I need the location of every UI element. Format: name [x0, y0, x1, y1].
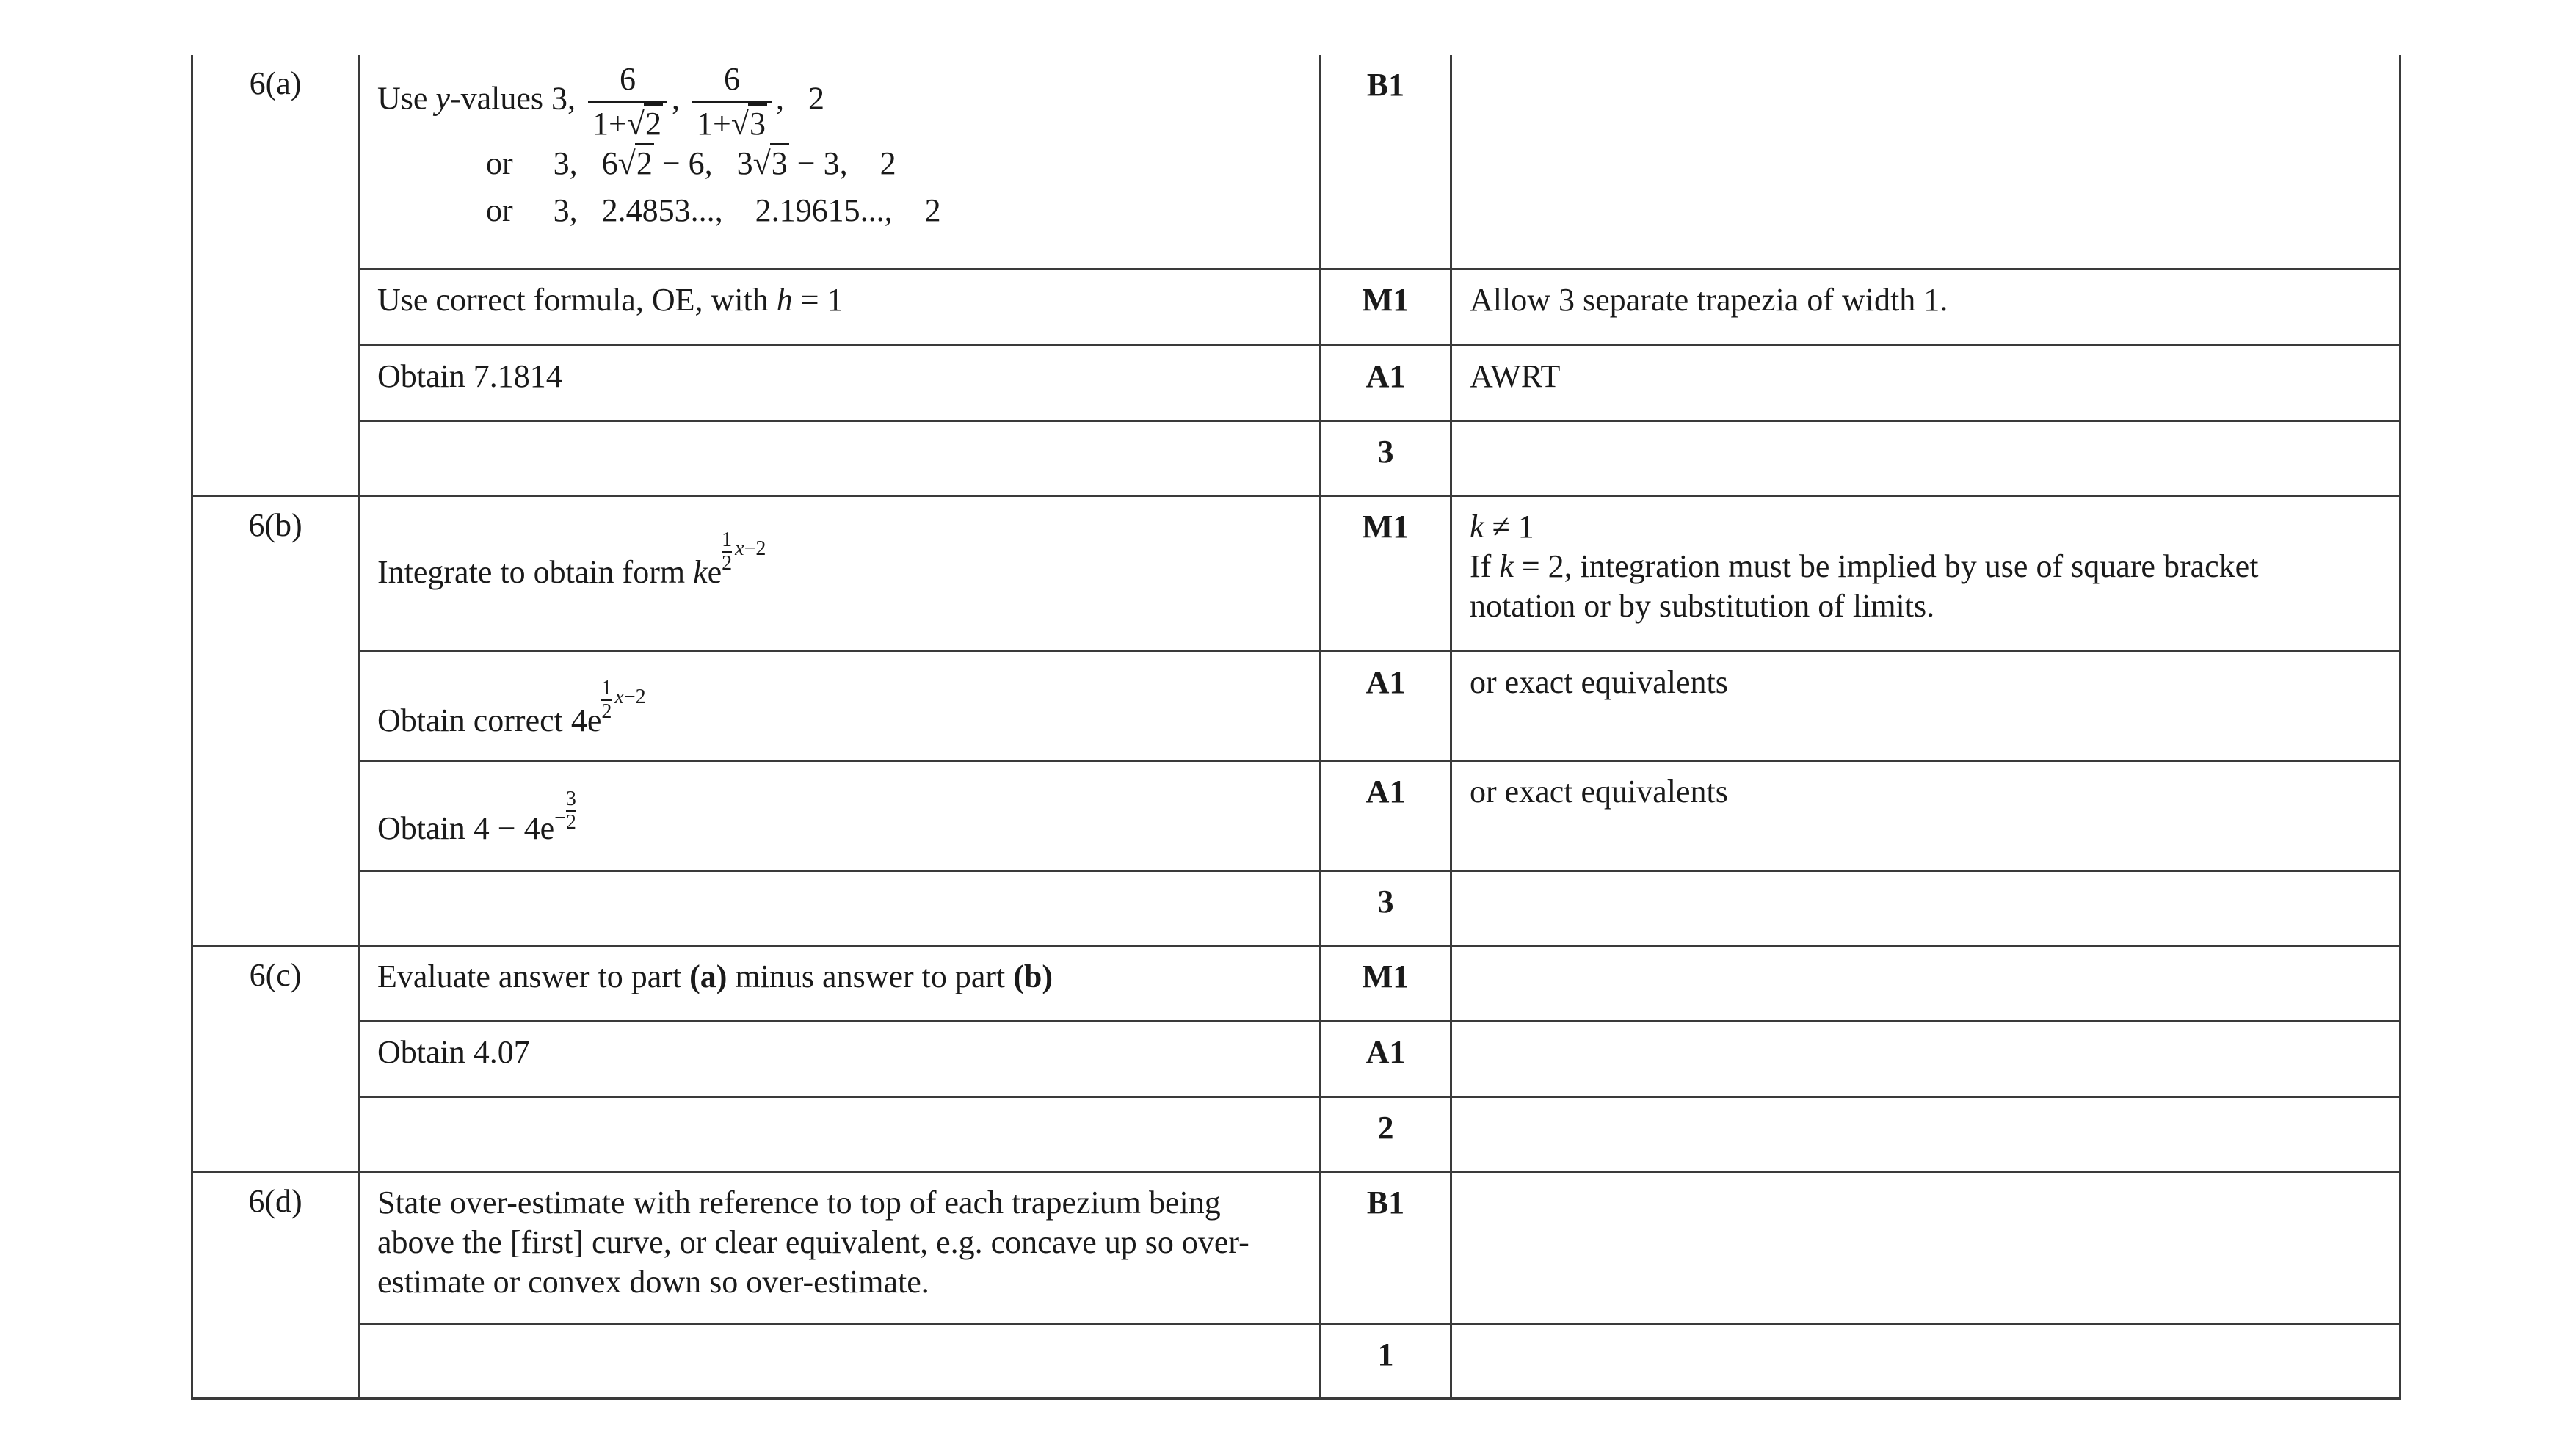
- mark-cell: A1: [1321, 1021, 1451, 1097]
- answer-text: Evaluate answer to part: [377, 958, 690, 994]
- answer-cell: [359, 421, 1321, 495]
- answer-cell: Obtain 4.07: [359, 1021, 1321, 1097]
- answer-text: -values 3,: [449, 80, 576, 117]
- guidance-cell: [1451, 1171, 2401, 1323]
- answer-cell: [359, 1097, 1321, 1171]
- total-mark-cell: 3: [1321, 870, 1451, 945]
- guidance-cell: [1451, 870, 2401, 945]
- answer-cell: [359, 1171, 1321, 1323]
- guidance-cell: or exact equivalents: [1451, 760, 2401, 870]
- table-row: [192, 55, 2401, 269]
- variable-k: k: [1470, 508, 1484, 545]
- value-3: 3,: [553, 145, 578, 181]
- fraction-numerator: 6: [724, 61, 740, 97]
- answer-cell: [359, 760, 1321, 870]
- exponent-fraction: [601, 677, 612, 723]
- mark-cell: M1: [1321, 945, 1451, 1021]
- guidance-cell: [1451, 945, 2401, 1021]
- fraction-2: [692, 59, 772, 144]
- question-number-6b: 6(b): [192, 495, 359, 945]
- table-row: [192, 1097, 2401, 1171]
- mark-cell: M1: [1321, 269, 1451, 345]
- table-row: [192, 1171, 2401, 1323]
- table-row: [192, 345, 2401, 421]
- guidance-cell: [1451, 55, 2401, 269]
- surd-expression: − 6,: [653, 145, 713, 181]
- value-2: 2: [879, 145, 896, 181]
- guidance-text: = 2: [1513, 548, 1564, 584]
- guidance-text: ≠ 1: [1484, 508, 1534, 545]
- alternative-line-1: or 3, 6√2 − 6, 3√3 − 3, 2: [377, 144, 1302, 183]
- radicand: 3: [770, 143, 789, 181]
- guidance-cell: Allow 3 separate trapezia of width 1.: [1451, 269, 2401, 345]
- variable-h: h: [776, 281, 793, 318]
- answer-cell: [359, 269, 1321, 345]
- table-row: [192, 269, 2401, 345]
- mark-scheme-table: [191, 55, 2401, 1400]
- euler-e: e: [707, 553, 722, 590]
- exponent-text: −2: [623, 685, 646, 708]
- value-3: 3,: [553, 192, 578, 228]
- guidance-cell: [1451, 1097, 2401, 1171]
- exponent-denominator: 2: [565, 810, 576, 834]
- answer-cell: [359, 1323, 1321, 1398]
- decimal-value: 2.19615...,: [755, 192, 893, 228]
- guidance-cell: [1451, 495, 2401, 651]
- answer-text: Integrate to obtain form: [377, 553, 694, 590]
- coefficient: 6: [601, 145, 618, 181]
- or-label: or: [486, 192, 513, 228]
- exponent-fraction: [722, 529, 732, 575]
- answer-text: Use correct formula, OE, with: [377, 281, 777, 318]
- radicand: 3: [748, 103, 767, 142]
- y-values-line: Use y-values 3, $\frac{6}{1+√2}$ , $\frac{6}{1+√3}$ , 2: [377, 59, 1302, 144]
- answer-line-3: estimate or convex down so over-estimate.: [377, 1263, 929, 1300]
- table-row: [192, 1021, 2401, 1097]
- fraction-denominator: 1+√3: [692, 101, 772, 144]
- guidance-line-2: [1470, 547, 2381, 586]
- answer-cell: Obtain 7.1814: [359, 345, 1321, 421]
- table-row: [192, 945, 2401, 1021]
- exponent-fraction: [566, 788, 576, 834]
- exponent-numerator: 3: [565, 787, 576, 810]
- answer-text: minus answer to part: [727, 958, 1014, 994]
- total-mark-cell: 3: [1321, 421, 1451, 495]
- alternative-line-2: [377, 191, 1302, 230]
- answer-line: [377, 788, 1302, 848]
- answer-line: [377, 677, 1302, 741]
- answer-text: Use: [377, 80, 436, 117]
- coefficient: 3: [736, 145, 753, 181]
- exponent-denominator: 2: [722, 551, 733, 575]
- mark-cell: M1: [1321, 495, 1451, 651]
- guidance-line-3: notation or by substitution of limits.: [1470, 587, 1935, 624]
- guidance-cell: [1451, 1021, 2401, 1097]
- guidance-text: , integration must be implied by use of square bracket: [1564, 548, 2259, 584]
- guidance-cell: [1451, 421, 2401, 495]
- fraction-denominator: 1+√2: [588, 101, 667, 144]
- radicand: 2: [635, 143, 654, 181]
- total-mark-cell: 2: [1321, 1097, 1451, 1171]
- guidance-cell: AWRT: [1451, 345, 2401, 421]
- exponent-denominator: 2: [601, 699, 612, 723]
- variable-k: k: [1499, 548, 1514, 584]
- variable-k: k: [693, 553, 708, 590]
- guidance-line-1: [1470, 507, 2381, 547]
- answer-line-1: State over-estimate with reference to top of each trapezium being: [377, 1184, 1221, 1221]
- answer-text: Obtain correct 4e: [377, 702, 602, 738]
- mark-cell: A1: [1321, 345, 1451, 421]
- table-row: [192, 495, 2401, 651]
- fraction-1: [588, 59, 667, 144]
- or-label: or: [486, 145, 513, 181]
- variable-y: y: [435, 80, 450, 117]
- table-row: [192, 760, 2401, 870]
- answer-text: = 1: [792, 281, 843, 318]
- table-row: [192, 1323, 2401, 1398]
- answer-cell: [359, 945, 1321, 1021]
- exponent-tail: [614, 686, 645, 708]
- variable-x: x: [614, 685, 624, 708]
- guidance-text: If: [1470, 548, 1500, 584]
- exponent-text: −2: [744, 537, 766, 560]
- table-row: [192, 870, 2401, 945]
- denominator-text: 1+: [697, 106, 731, 142]
- table-row: [192, 421, 2401, 495]
- answer-line-2: above the [first] curve, or clear equivalent, e.g. concave up so over-: [377, 1223, 1249, 1260]
- answer-line: [377, 529, 1302, 592]
- mark-cell: B1: [1321, 1171, 1451, 1323]
- radicand: 2: [644, 103, 663, 142]
- surd-expression: − 3,: [788, 145, 848, 181]
- guidance-cell: [1451, 1323, 2401, 1398]
- exponent-numerator: 1: [722, 528, 733, 551]
- answer-cell: [359, 651, 1321, 760]
- exponent-numerator: 1: [601, 676, 612, 699]
- answer-cell: [359, 870, 1321, 945]
- question-number-6a: 6(a): [192, 55, 359, 495]
- table-row: [192, 651, 2401, 760]
- value-2: 2: [808, 80, 824, 117]
- variable-x: x: [735, 537, 744, 560]
- part-reference-b: (b): [1013, 958, 1053, 994]
- guidance-cell: or exact equivalents: [1451, 651, 2401, 760]
- answer-cell: [359, 495, 1321, 651]
- decimal-value: 2.4853...,: [601, 192, 723, 228]
- question-number-6d: 6(d): [192, 1171, 359, 1398]
- question-number-6c: 6(c): [192, 945, 359, 1171]
- mark-cell: B1: [1321, 55, 1451, 269]
- part-reference-a: (a): [689, 958, 728, 994]
- value-2: 2: [924, 192, 941, 228]
- total-mark-cell: 1: [1321, 1323, 1451, 1398]
- exponent-tail: [735, 537, 766, 560]
- answer-cell: [359, 55, 1321, 269]
- mark-cell: A1: [1321, 760, 1451, 870]
- mark-cell: A1: [1321, 651, 1451, 760]
- exponent-minus: −: [554, 806, 566, 829]
- denominator-text: 1+: [592, 106, 627, 142]
- answer-text: Obtain 4 − 4e: [377, 810, 555, 846]
- fraction-numerator: 6: [620, 61, 636, 97]
